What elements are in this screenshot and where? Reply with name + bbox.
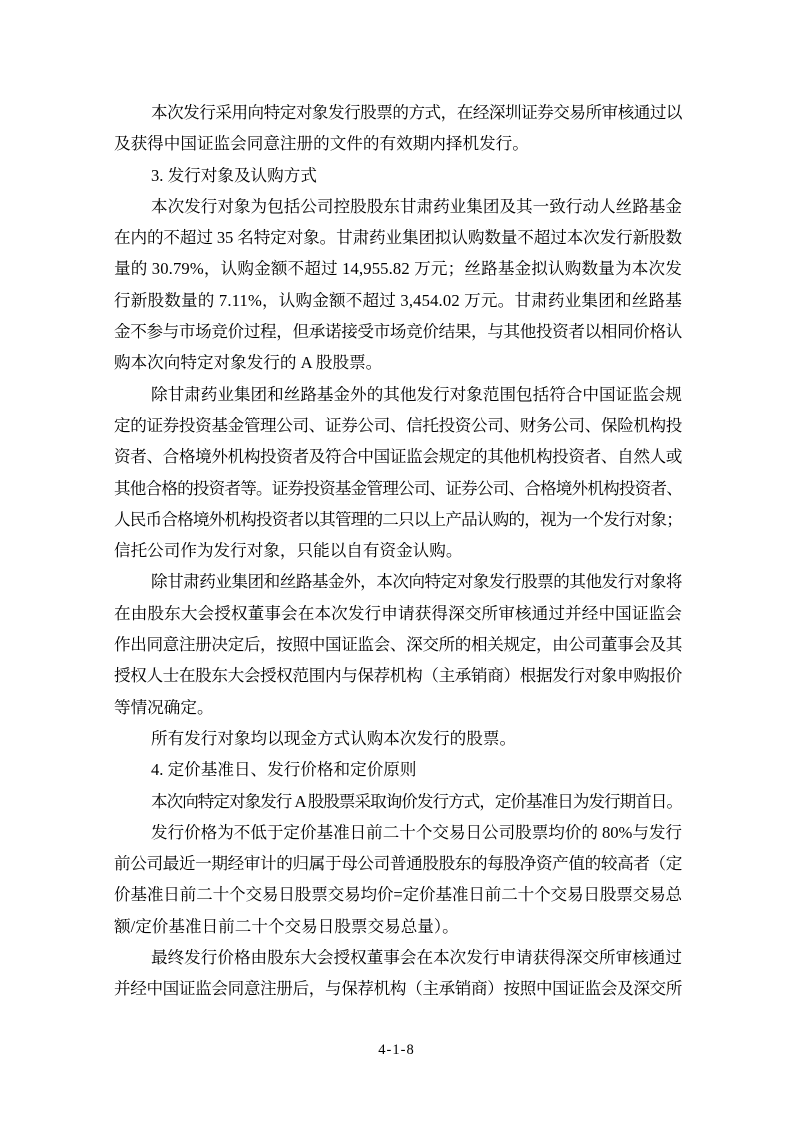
page-footer [0, 1040, 793, 1060]
text-line: 行新股数量的 7.11%，认购金额不超过 3,454.02 万元。甘肃药业集团和丝路基 [114, 290, 682, 310]
text-line: 前公司最近一期经审计的归属于母公司普通股股东的每股净资产值的较高者（定 [114, 854, 682, 874]
text-line: 并经中国证监会同意注册后，与保荐机构（主承销商）按照中国证监会及深交所 [114, 979, 682, 999]
text-line: 4. 定价基准日、发行价格和定价原则 [151, 760, 417, 780]
paragraph [114, 191, 682, 379]
text-line: 金不参与市场竞价过程，但承诺接受市场竞价结果，与其他投资者以相同价格认 [114, 322, 682, 342]
text-line: 价基准日前二十个交易日股票交易均价=定价基准日前二十个交易日股票交易总 [114, 885, 682, 905]
paragraph [114, 566, 682, 722]
text-line: 定的证券投资基金管理公司、证券公司、信托投资公司、财务公司、保险机构投 [114, 415, 682, 435]
text-line: 最终发行价格由股东大会授权董事会在本次发行申请获得深交所审核通过 [151, 948, 682, 968]
text-line: 信托公司作为发行对象，只能以自有资金认购。 [114, 541, 463, 561]
text-line: 及获得中国证监会同意注册的文件的有效期内择机发行。 [114, 134, 529, 154]
text-line: 在内的不超过 35 名特定对象。甘肃药业集团拟认购数量不超过本次发行新股数 [114, 228, 682, 248]
text-line: 量的 30.79%，认购金额不超过 14,955.82 万元；丝路基金拟认购数量为本次发 [114, 259, 682, 279]
content-area [114, 97, 682, 1005]
section-heading [114, 160, 682, 191]
text-line: 资者、合格境外机构投资者及符合中国证监会规定的其他机构投资者、自然人或 [114, 447, 682, 467]
paragraph [114, 942, 682, 1005]
text-line: 所有发行对象均以现金方式认购本次发行的股票。 [151, 728, 517, 748]
paragraph [114, 723, 682, 754]
text-line: 本次向特定对象发行 A 股股票采取询价发行方式，定价基准日为发行期首日。 [151, 791, 682, 811]
text-line: 发行价格为不低于定价基准日前二十个交易日公司股票均价的 80%与发行 [151, 822, 682, 842]
text-line: 作出同意注册决定后，按照中国证监会、深交所的相关规定，由公司董事会及其 [114, 635, 682, 655]
text-line: 本次发行采用向特定对象发行股票的方式，在经深圳证券交易所审核通过以 [151, 103, 682, 122]
text-line: 本次发行对象为包括公司控股股东甘肃药业集团及其一致行动人丝路基金 [151, 196, 682, 216]
section-heading [114, 754, 682, 785]
text-line: 等情况确定。 [114, 697, 214, 717]
text-line: 除甘肃药业集团和丝路基金外，本次向特定对象发行股票的其他发行对象将 [151, 572, 682, 592]
paragraph [114, 97, 682, 160]
text-line: 购本次向特定对象发行的 A 股股票。 [114, 353, 383, 373]
text-line: 在由股东大会授权董事会在本次发行申请获得深交所审核通过并经中国证监会 [114, 603, 682, 623]
text-line: 额/定价基准日前二十个交易日股票交易总量）。 [114, 916, 459, 936]
page-number: 4-1-8 [378, 1042, 415, 1058]
text-line: 3. 发行对象及认购方式 [151, 165, 317, 185]
paragraph [114, 379, 682, 567]
text-line: 授权人士在股东大会授权范围内与保荐机构（主承销商）根据发行对象申购报价 [114, 666, 682, 686]
text-line: 其他合格的投资者等。证券投资基金管理公司、证券公司、合格境外机构投资者、 [114, 478, 682, 498]
text-line: 除甘肃药业集团和丝路基金外的其他发行对象范围包括符合中国证监会规 [151, 384, 682, 404]
paragraph [114, 817, 682, 942]
paragraph [114, 786, 682, 817]
text-line: 人民币合格境外机构投资者以其管理的二只以上产品认购的，视为一个发行对象； [114, 509, 682, 529]
